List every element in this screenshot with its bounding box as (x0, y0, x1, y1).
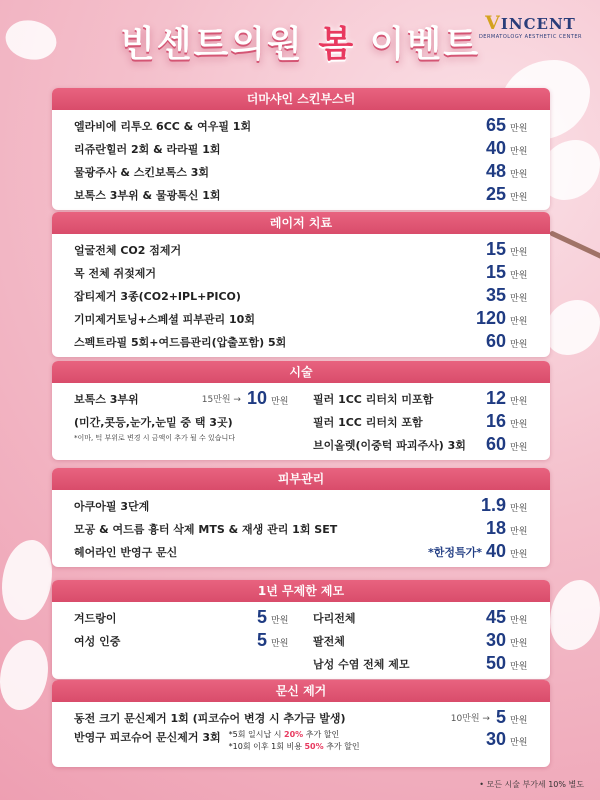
item-label: 목 전체 쥐젖제거 (74, 266, 157, 280)
item-label: 아쿠아필 3단계 (74, 499, 150, 513)
price-unit: 만원 (510, 616, 528, 626)
price-unit: 만원 (510, 317, 528, 327)
price-row (74, 114, 536, 137)
price-unit: 만원 (510, 294, 528, 304)
note-text: *5회 일시납 시 (228, 730, 282, 739)
logo-name: INCENT (500, 15, 576, 33)
item-price: 50 (485, 653, 506, 673)
price-row (74, 517, 536, 540)
filler-column (297, 387, 536, 456)
price-unit: 만원 (510, 443, 528, 453)
item-price: 1.9 (480, 495, 506, 515)
note-highlight: 50% (304, 742, 324, 751)
price-row (74, 494, 536, 517)
item-price: 35 (485, 285, 506, 305)
item-label: 동전 크기 문신제거 1회 (피코슈어 변경 시 추가금 발생) (74, 711, 346, 725)
hair-removal-left (74, 606, 297, 675)
note-text: *10회 이후 1회 비용 (228, 742, 302, 751)
logo-letter-v: V (485, 12, 501, 34)
price-row (74, 137, 536, 160)
section-heading: 더마샤인 스킨부스터 (52, 88, 550, 110)
price-unit: 만원 (510, 662, 528, 672)
section-heading: 시술 (52, 361, 550, 383)
hair-removal-right (297, 606, 536, 675)
laser-card (52, 212, 550, 357)
item-label: 기미제거토닝+스페셜 피부관리 10회 (74, 312, 255, 326)
price-row (313, 606, 536, 629)
tattoo-removal-card (52, 680, 550, 767)
price-row (74, 330, 536, 353)
item-price: 48 (485, 161, 506, 181)
item-label: 브이올렛(이중턱 파괴주사) 3회 (313, 438, 466, 452)
item-price: 30 (485, 729, 506, 749)
price-row (74, 629, 297, 652)
item-label: 얼굴전체 CO2 점제거 (74, 243, 182, 257)
botox-column (74, 387, 297, 456)
price-unit: 만원 (510, 550, 528, 560)
original-price: 10만원 → (450, 714, 490, 724)
item-price: 12 (485, 388, 506, 408)
item-label: 필러 1CC 리터치 미포함 (313, 392, 434, 406)
note-text: 추가 할인 (305, 730, 340, 739)
original-price: 15만원 → (201, 395, 241, 405)
procedure-card (52, 361, 550, 460)
price-unit: 만원 (510, 170, 528, 180)
botox-detail (74, 410, 297, 433)
price-unit: 만원 (510, 738, 528, 748)
item-price: 15 (485, 262, 506, 282)
price-unit: 만원 (510, 340, 528, 350)
price-row (74, 160, 536, 183)
limited-offer-tag: *한정특가* (427, 545, 482, 559)
item-price: 5 (256, 607, 267, 627)
item-label: 잡티제거 3종(CO2+IPL+PICO) (74, 289, 241, 303)
item-label: 헤어라인 반영구 문신 (74, 545, 178, 559)
item-label: 반영구 피코슈어 문신제거 3회 (74, 731, 221, 744)
price-unit: 만원 (271, 616, 289, 626)
price-unit: 만원 (510, 124, 528, 134)
item-sub-label: (미간,콧등,눈가,눈밑 중 택 3곳) (74, 415, 233, 429)
item-label: 다리전체 (313, 611, 356, 625)
item-label: 스펙트라필 5회+여드름관리(압출포함) 5회 (74, 335, 287, 349)
price-unit: 만원 (510, 527, 528, 537)
item-price: 60 (485, 331, 506, 351)
price-row (74, 307, 536, 330)
section-heading: 피부관리 (52, 468, 550, 490)
price-unit: 만원 (510, 248, 528, 258)
item-label: 남성 수염 전체 제모 (313, 657, 410, 671)
section-heading: 1년 무제한 제모 (52, 580, 550, 602)
item-price: 10 (246, 388, 267, 408)
item-label: 여성 인중 (74, 634, 121, 648)
price-row (74, 729, 536, 763)
item-price: 5 (256, 630, 267, 650)
logo-subtitle: DERMATOLOGY AESTHETIC CENTER (478, 34, 582, 40)
price-unit: 만원 (510, 147, 528, 157)
price-row (74, 284, 536, 307)
price-row (313, 629, 536, 652)
price-row (313, 652, 536, 675)
price-row (313, 433, 536, 456)
price-unit: 만원 (510, 504, 528, 514)
item-price: 65 (485, 115, 506, 135)
price-row (74, 238, 536, 261)
note-text: 추가 할인 (326, 742, 360, 751)
discount-note-2 (229, 742, 360, 751)
section-heading: 문신 제거 (52, 680, 550, 702)
price-row (74, 261, 536, 284)
title-part-b: 봄 (318, 24, 356, 65)
title-part-c: 이벤트 (369, 24, 481, 65)
price-row (313, 410, 536, 433)
item-price: 16 (485, 411, 506, 431)
price-row (313, 387, 536, 410)
item-price: 60 (485, 434, 506, 454)
price-row (74, 706, 536, 729)
item-label: 물광주사 & 스킨보톡스 3회 (74, 165, 209, 179)
item-label: 리쥬란힐러 2회 & 라라필 1회 (74, 142, 221, 156)
item-price: 25 (485, 184, 506, 204)
item-label: 팔전체 (313, 634, 345, 648)
item-price: 40 (485, 138, 506, 158)
skincare-card (52, 468, 550, 567)
item-price: 30 (485, 630, 506, 650)
price-row (74, 606, 297, 629)
price-unit: 만원 (510, 716, 528, 726)
price-unit: 만원 (510, 271, 528, 281)
title-part-a: 빈센트의원 (119, 24, 304, 65)
discount-note-1 (229, 730, 340, 739)
hair-removal-card (52, 580, 550, 679)
item-price: 15 (485, 239, 506, 259)
section-heading: 레이저 치료 (52, 212, 550, 234)
item-label: 보톡스 3부위 (74, 392, 139, 406)
note-highlight: 20% (284, 730, 304, 739)
item-label: 엘라비에 리투오 6CC & 여우필 1회 (74, 119, 252, 133)
discount-notes (229, 729, 486, 753)
item-label: 보톡스 3부위 & 물광톡신 1회 (74, 188, 221, 202)
item-price: 45 (485, 607, 506, 627)
item-price: 40 (485, 541, 506, 561)
price-unit: 만원 (510, 397, 528, 407)
item-label: 필러 1CC 리터치 포함 (313, 415, 423, 429)
clinic-logo (479, 12, 582, 40)
price-row (74, 183, 536, 206)
price-row (74, 387, 297, 410)
botox-note: *이마, 턱 부위로 변경 시 금액이 추가 될 수 있습니다 (74, 434, 235, 442)
price-unit: 만원 (510, 420, 528, 430)
item-label: 모공 & 여드름 흉터 삭제 MTS & 재생 관리 1회 SET (74, 522, 338, 536)
item-price: 120 (475, 308, 506, 328)
price-unit: 만원 (510, 193, 528, 203)
price-row (74, 540, 536, 563)
item-label: 겨드랑이 (74, 611, 117, 625)
item-price: 5 (495, 707, 506, 727)
price-unit: 만원 (271, 639, 289, 649)
price-unit: 만원 (271, 397, 289, 407)
vat-footnote: • 모든 시술 부가세 10% 별도 (479, 780, 584, 789)
item-price: 18 (485, 518, 506, 538)
skin-booster-card (52, 88, 550, 210)
price-unit: 만원 (510, 639, 528, 649)
